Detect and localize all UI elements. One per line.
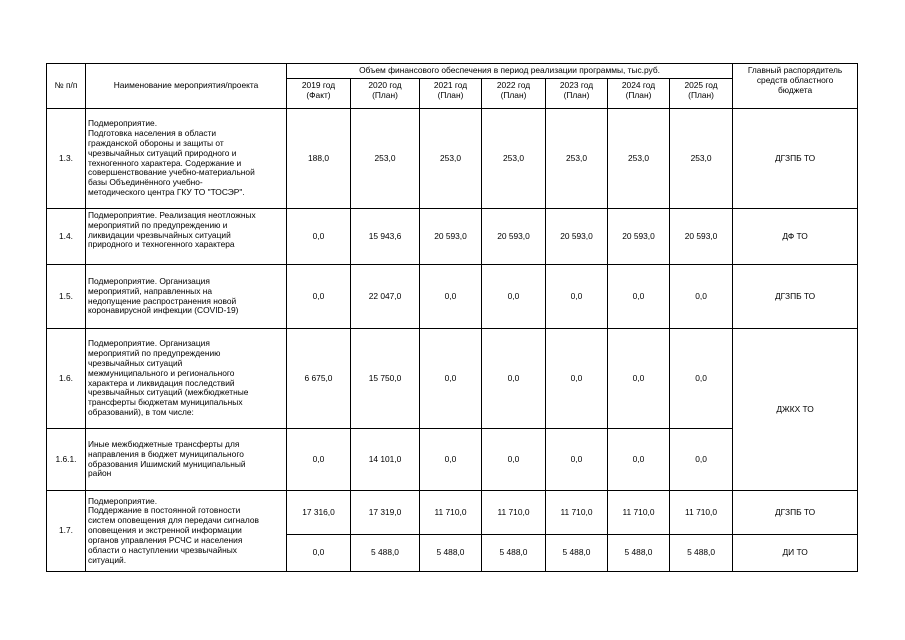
value-cell: 0,0 — [670, 265, 733, 329]
value-cell: 253,0 — [670, 109, 733, 209]
value-cell: 0,0 — [482, 429, 546, 491]
value-cell: 20 593,0 — [420, 209, 482, 265]
table-row — [47, 209, 858, 265]
value-cell: 0,0 — [608, 329, 670, 429]
value-cell: 11 710,0 — [546, 491, 608, 535]
value-cell: 188,0 — [287, 109, 351, 209]
value-cell: 11 710,0 — [482, 491, 546, 535]
value-cell: 6 675,0 — [287, 329, 351, 429]
table-row — [47, 491, 858, 535]
value-cell: 0,0 — [287, 429, 351, 491]
responsible-cell: ДГЗПБ ТО — [733, 265, 858, 329]
header-num: № п/п — [47, 64, 86, 109]
header-name: Наименование мероприятия/проекта — [86, 64, 287, 109]
value-cell: 0,0 — [608, 429, 670, 491]
value-cell: 253,0 — [546, 109, 608, 209]
value-cell: 5 488,0 — [608, 535, 670, 572]
header-year: 2024 год (План) — [608, 79, 670, 109]
header-year: 2025 год (План) — [670, 79, 733, 109]
header-year: 2021 год (План) — [420, 79, 482, 109]
value-cell: 0,0 — [482, 265, 546, 329]
value-cell: 0,0 — [546, 329, 608, 429]
value-cell: 0,0 — [608, 265, 670, 329]
row-name: Подмероприятие. Организация мероприятий по предупреждению чрезвычайных ситуаций межмуниципального и регионального характера и ликвидация последствий чрезвычайных ситуаций (межбюджетные трансферты бюджетам муниципальных образований), в том числе: — [86, 329, 287, 429]
value-cell: 20 593,0 — [670, 209, 733, 265]
value-cell: 0,0 — [670, 329, 733, 429]
value-cell: 20 593,0 — [608, 209, 670, 265]
table-row — [47, 265, 858, 329]
value-cell: 0,0 — [420, 329, 482, 429]
value-cell: 253,0 — [351, 109, 420, 209]
value-cell: 5 488,0 — [420, 535, 482, 572]
value-cell: 5 488,0 — [482, 535, 546, 572]
value-cell: 0,0 — [420, 429, 482, 491]
value-cell: 20 593,0 — [546, 209, 608, 265]
header-year: 2019 год (Факт) — [287, 79, 351, 109]
value-cell: 15 943,6 — [351, 209, 420, 265]
value-cell: 17 316,0 — [287, 491, 351, 535]
responsible-cell: ДГЗПБ ТО — [733, 491, 858, 535]
value-cell: 11 710,0 — [420, 491, 482, 535]
header-year: 2023 год (План) — [546, 79, 608, 109]
value-cell: 17 319,0 — [351, 491, 420, 535]
responsible-cell: ДГЗПБ ТО — [733, 109, 858, 209]
row-number: 1.6. — [47, 329, 86, 429]
header-funding: Объем финансового обеспечения в период реализации программы, тыс.руб. — [287, 64, 733, 79]
value-cell: 0,0 — [546, 429, 608, 491]
value-cell: 11 710,0 — [670, 491, 733, 535]
responsible-cell: ДЖКХ ТО — [733, 329, 858, 491]
value-cell: 5 488,0 — [670, 535, 733, 572]
responsible-cell: ДФ ТО — [733, 209, 858, 265]
value-cell: 15 750,0 — [351, 329, 420, 429]
row-name: Подмероприятие. Организация мероприятий, направленных на недопущение распространения новой коронавирусной инфекции (COVID-19) — [86, 265, 287, 329]
row-number: 1.7. — [47, 491, 86, 572]
value-cell: 11 710,0 — [608, 491, 670, 535]
value-cell: 5 488,0 — [351, 535, 420, 572]
row-number: 1.6.1. — [47, 429, 86, 491]
row-name: Подмероприятие. Поддержание в постоянной готовности систем оповещения для передачи сигналов оповещения и экстренной информации органов управления РСЧС и населения области о наступлении чрезвычайных ситуаций. — [86, 491, 287, 572]
value-cell: 22 047,0 — [351, 265, 420, 329]
value-cell: 253,0 — [482, 109, 546, 209]
value-cell: 0,0 — [287, 265, 351, 329]
value-cell: 0,0 — [287, 209, 351, 265]
row-name: Подмероприятие. Реализация неотложных мероприятий по предупреждению и ликвидации чрезвычайных ситуаций природного и техногенного характера — [86, 209, 287, 265]
value-cell: 0,0 — [420, 265, 482, 329]
value-cell: 0,0 — [287, 535, 351, 572]
value-cell: 0,0 — [546, 265, 608, 329]
row-number: 1.3. — [47, 109, 86, 209]
header-year: 2022 год (План) — [482, 79, 546, 109]
table-row — [47, 329, 858, 429]
value-cell: 14 101,0 — [351, 429, 420, 491]
budget-table — [46, 63, 858, 572]
value-cell: 5 488,0 — [546, 535, 608, 572]
responsible-cell: ДИ ТО — [733, 535, 858, 572]
value-cell: 0,0 — [670, 429, 733, 491]
value-cell: 0,0 — [482, 329, 546, 429]
row-name: Подмероприятие. Подготовка населения в области гражданской обороны и защиты от чрезвычайных ситуаций природного и техногенного характера. Содержание и совершенствование учебно-материальной базы Объединённого учебно- методического центра ГКУ ТО "ТОСЭР". — [86, 109, 287, 209]
value-cell: 253,0 — [608, 109, 670, 209]
value-cell: 20 593,0 — [482, 209, 546, 265]
row-name: Иные межбюджетные трансферты для направления в бюджет муниципального образования Ишимский муниципальный район — [86, 429, 287, 491]
table-row — [47, 109, 858, 209]
header-responsible: Главный распорядитель средств областного бюджета — [733, 64, 858, 109]
header-year: 2020 год (План) — [351, 79, 420, 109]
row-number: 1.5. — [47, 265, 86, 329]
row-number: 1.4. — [47, 209, 86, 265]
value-cell: 253,0 — [420, 109, 482, 209]
